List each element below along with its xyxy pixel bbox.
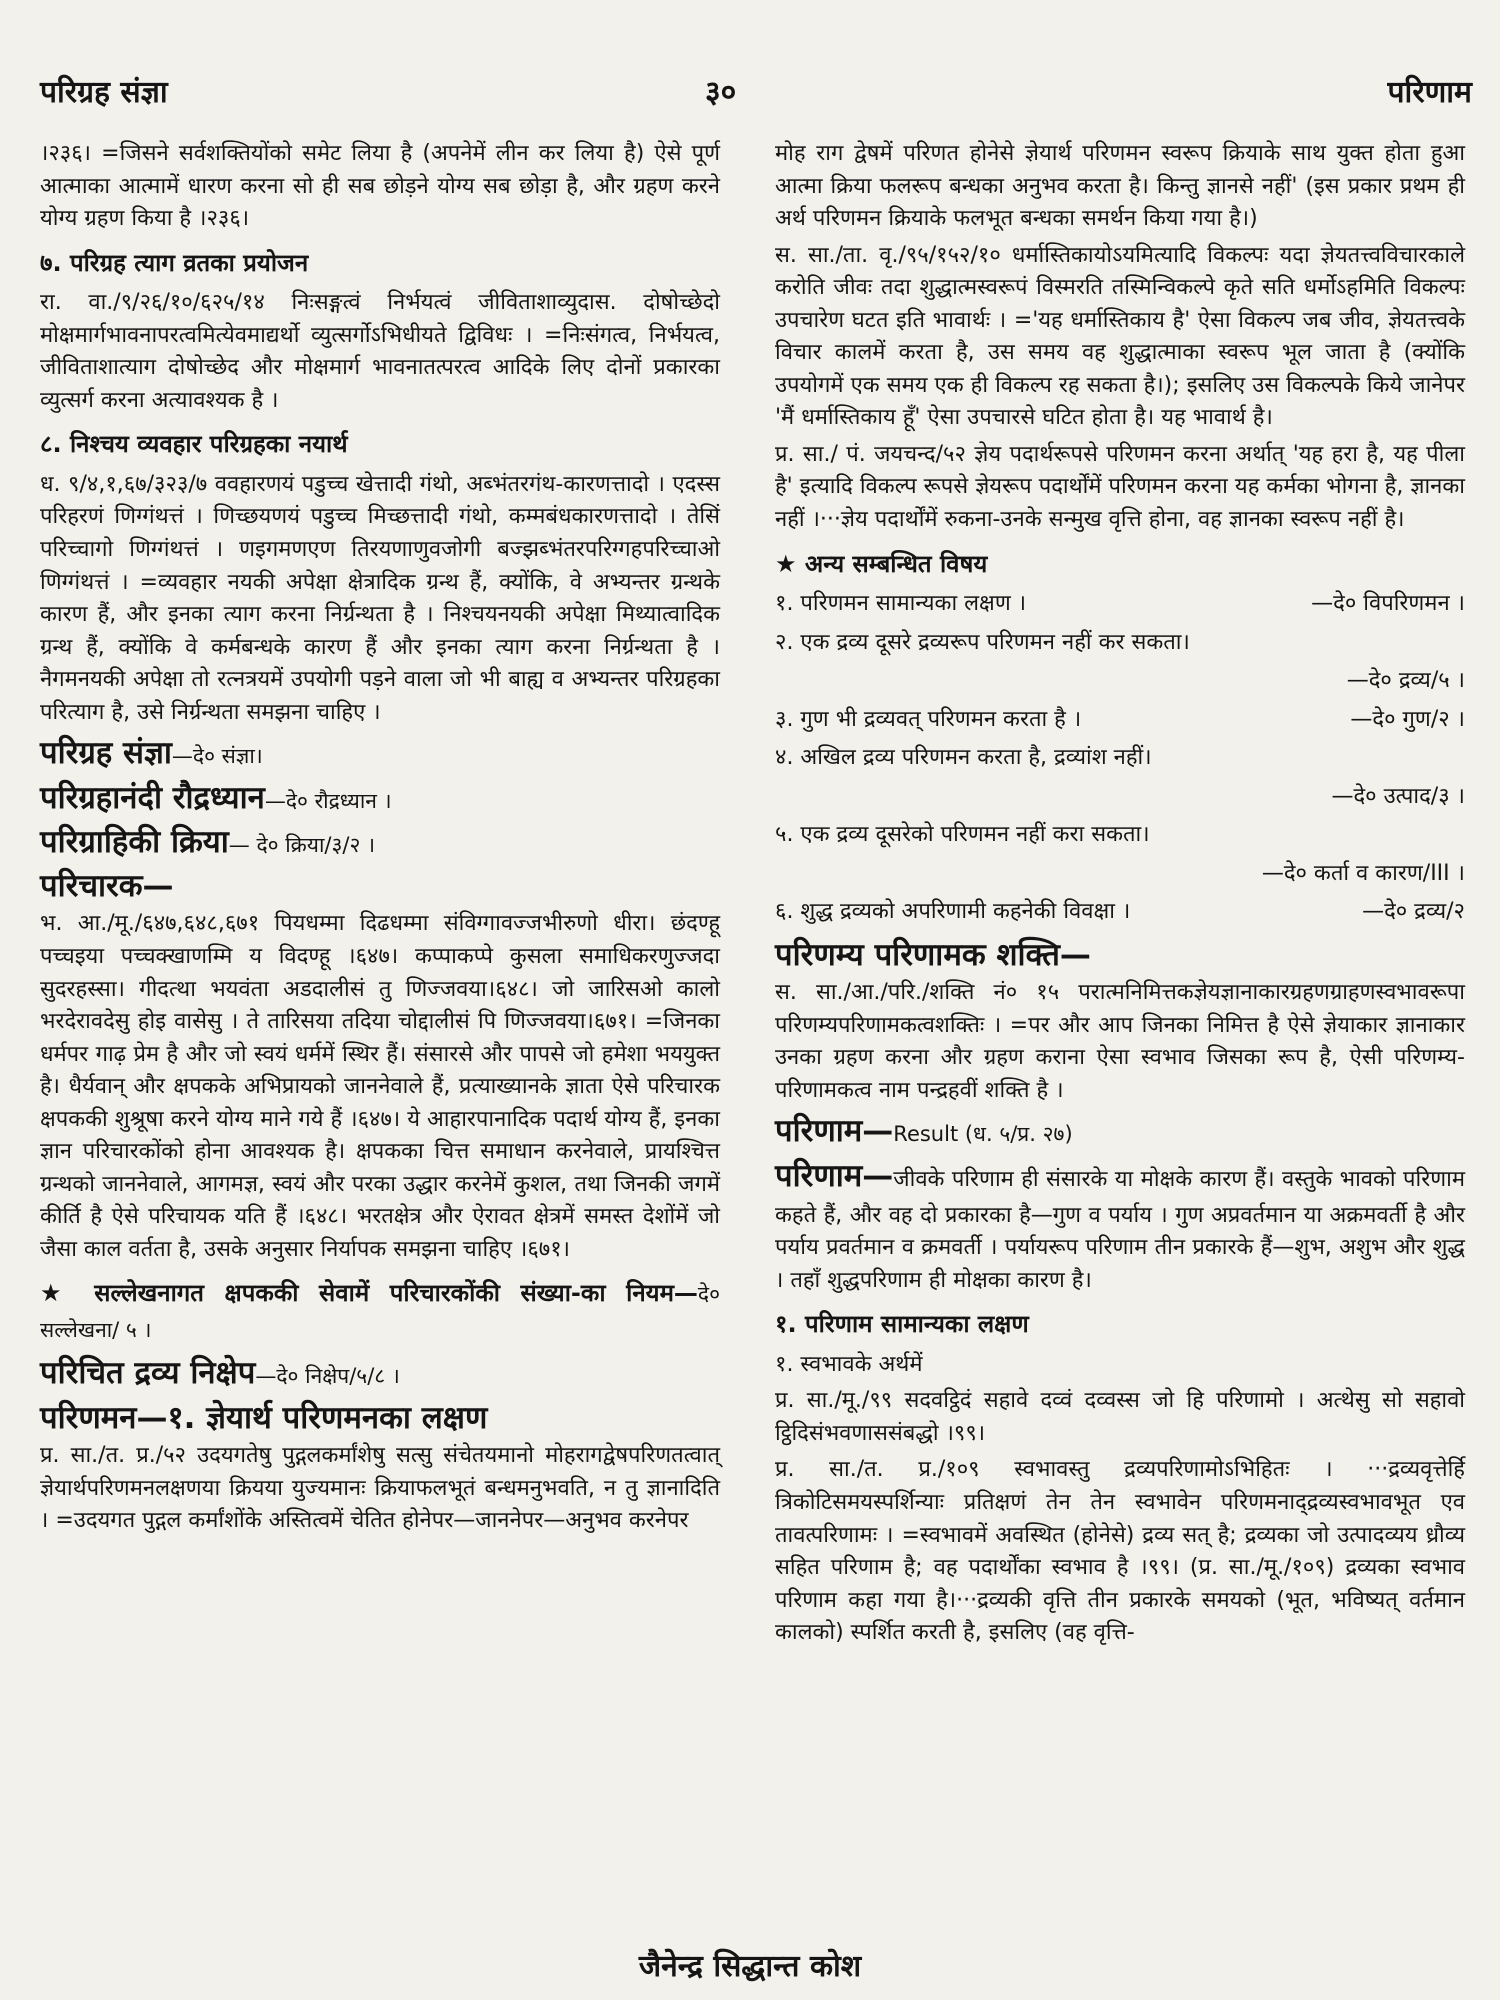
paragraph	[775, 1154, 1465, 1298]
cross-reference: Result (ध. ५/प्र. २७)	[893, 1122, 1073, 1147]
entry-heading	[40, 866, 720, 906]
entry-title: परिणम्य परिणामक शक्ति—	[775, 937, 1091, 973]
header-right-keyword: परिणाम	[1387, 75, 1472, 110]
entry-title: परिचारक—	[40, 868, 174, 905]
paragraph: ध. ९/४,१,६७/३२३/७ ववहारणयं पडुच्च खेत्तादी गंथो, अब्भंतरगंथ-कारणत्तादो । एदस्स परिहरणं णिग्गंथत्तं । णिच्छयणयं पडुच्च मिच्छत्तादी गंथो, कम्मबंधकारणत्तादो । तेसिं परिच्चागो णिग्गंथत्तं । णइगमणएण तिरयणाणुवजोगी बज्झब्भंतरपरिग्गहपरिच्चाओ णिग्गंथत्तं । =व्यवहार नयकी अपेक्षा क्षेत्रादिक ग्रन्थ हैं, क्योंकि, वे अभ्यन्तर ग्रन्थके कारण हैं, और इनका त्याग करना निर्ग्रन्थता है । निश्चयनयकी अपेक्षा मिथ्यात्वादिक ग्रन्थ हैं, क्योंकि वे कर्मबन्धके कारण हैं और इनका त्याग करना निर्ग्रन्थता है । नैगमनयकी अपेक्षा तो रत्नत्रयमें उपयोगी पड़ने वाला जो भी बाह्य व अभ्यन्तर परिग्रहका परित्याग है, उसे निर्ग्रन्थता समझना चाहिए ।	[40, 471, 720, 725]
list-item	[775, 896, 1465, 929]
entry-heading	[40, 778, 720, 818]
list-item-text: १. परिणमन सामान्यका लक्षण ।	[775, 591, 1027, 617]
paragraph: स. सा./आ./परि./शक्ति नं० १५ परात्मनिमित्तकज्ञेयज्ञानाकारग्रहणग्राहणस्वभावरूपा परिणम्यपरिणामकत्वशक्तिः । =पर और आप जिनका निमित्त है ऐसे ज्ञेयाकार ज्ञानाकार उनका ग्रहण करना और ग्रहण कराना ऐसा स्वभाव जिसका रूप है, ऐसी परिणम्य-परिणामकत्व नाम पन्द्रहवीं शक्ति है ।	[775, 980, 1465, 1103]
entry-title: परिचित द्रव्य निक्षेप	[40, 1355, 256, 1392]
list-item-text: ५. एक द्रव्य दूसरेको परिणमन नहीं करा सकता।	[775, 822, 1150, 848]
paragraph: स. सा./ता. वृ./९५/१५२/१० धर्मास्तिकायोऽयमित्यादि विकल्पः यदा ज्ञेयतत्त्वविचारकाले करोति जीवः तदा शुद्धात्मस्वरूपं विस्मरति तस्मिन्विकल्पे कृते सति धर्मोऽहमिति विकल्पः उपचारेण घटत इति भावार्थः । ='यह धर्मास्तिकाय है' ऐसा विकल्प जब जीव, ज्ञेयतत्त्वके विचार कालमें करता है, उस समय वह शुद्धात्माका स्वरूप भूल जाता है (क्योंकि उपयोगमें एक समय एक ही विकल्प रह सकता है।); इसलिए उस विकल्पके किये जानेपर 'मैं धर्मास्तिकाय हूँ' ऐसा उपचारसे घटित होता है। यह भावार्थ है।	[775, 242, 1465, 431]
entry-heading	[775, 935, 1465, 975]
entry-heading	[40, 733, 720, 773]
list-item	[775, 588, 1465, 621]
cross-reference: —दे० द्रव्य/५ ।	[1346, 668, 1465, 694]
right-column	[775, 138, 1465, 1654]
paragraph: प्र. सा./त. प्र./५२ उदयगतेषु पुद्गलकर्मांशेषु सत्सु संचेतयमानो मोहरागद्वेषपरिणतत्वात् ज्ञेयार्थपरिणमनलक्षणया क्रियया युज्यमानः क्रियाफलभूतं बन्धमनुभवति, न तु ज्ञानादिति । =उदयगत पुद्गल कर्मांशोंके अस्तित्वमें चेतित होनेपर—जाननेपर—अनुभव करनेपर	[40, 1443, 720, 1534]
page-number: ३०	[705, 75, 737, 110]
header-left-keyword: परिग्रह संज्ञा	[40, 75, 168, 110]
subheading: १. स्वभावके अर्थमें	[775, 1351, 923, 1377]
section-heading: १. परिणाम सामान्यका लक्षण	[775, 1310, 1029, 1339]
section-heading	[40, 1276, 720, 1347]
paragraph: मोह राग द्वेषमें परिणत होनेसे ज्ञेयार्थ परिणमन स्वरूप क्रियाके साथ युक्त होता हुआ आत्मा क्रिया फलरूप बन्धका अनुभव करता है। किन्तु ज्ञानसे नहीं' (इस प्रकार प्रथम ही अर्थ परिणमन क्रियाके फलभूत बन्धका समर्थन किया गया है।)	[775, 141, 1465, 232]
entry-title: परिणमन—१. ज्ञेयार्थ परिणमनका लक्षण	[40, 1399, 488, 1436]
cross-reference: —दे० रौद्रध्यान ।	[264, 788, 392, 813]
entry-heading	[40, 1353, 720, 1393]
list-item-text: ४. अखिल द्रव्य परिणमन करता है, द्रव्यांश नहीं।	[775, 745, 1152, 771]
paragraph: प्र. सा./मू./९९ सदवट्ठिदं सहावे दव्वं दव्वस्स जो हि परिणामो । अत्थेसु सो सहावो ट्ठिदिसंभवणाससंबद्धो ।९९।	[775, 1388, 1465, 1446]
entry-title: परिणाम—	[775, 1157, 894, 1194]
section-title: ★ सल्लेखनागत क्षपककी सेवामें परिचारकोंकी संख्या-का नियम—	[40, 1279, 698, 1308]
footer-title: जैनेन्द्र सिद्धान्त कोश	[638, 1949, 862, 1984]
section-heading: ★ अन्य सम्बन्धित विषय	[775, 549, 988, 578]
list-item	[775, 627, 1465, 660]
paragraph: ।२३६। =जिसने सर्वशक्तियोंको समेट लिया है (अपनेमें लीन कर लिया है) ऐसे पूर्ण आत्माका आत्मामें धारण करना सो ही सब छोड़ने योग्य सब छोड़ा है, और ग्रहण करने योग्य ग्रहण किया है ।२३६।	[40, 141, 720, 232]
entry-title: परिग्रह संज्ञा	[40, 735, 172, 772]
cross-reference: —दे० द्रव्य/२	[1362, 899, 1465, 925]
entry-heading	[775, 1111, 1465, 1151]
cross-reference: —दे० विपरिणमन ।	[1311, 591, 1465, 617]
list-item	[775, 819, 1465, 852]
list-item-text: ६. शुद्ध द्रव्यको अपरिणामी कहनेकी विवक्षा ।	[775, 899, 1131, 925]
paragraph: प्र. सा./त. प्र./१०९ स्वभावस्तु द्रव्यपरिणामोऽभिहितः । ···द्रव्यवृत्तेर्हि त्रिकोटिसमयस्पर्शिन्याः प्रतिक्षणं तेन तेन स्वभावेन परिणमनाद्द्रव्यस्वभावभूत एव तावत्परिणामः । =स्वभावमें अवस्थित (होनेसे) द्रव्य सत् है; द्रव्यका जो उत्पादव्यय ध्रौव्य सहित परिणाम है; वह पदार्थोंका स्वभाव है ।९९। (प्र. सा./मू./१०९) द्रव्यका स्वभाव परिणाम कहा गया है।···द्रव्यकी वृत्ति तीन प्रकारके समयको (भूत, भविष्यत् वर्तमान कालको) स्पर्शित करती है, इसलिए (वह वृत्ति-	[775, 1457, 1465, 1646]
list-item-text: ३. गुण भी द्रव्यवत् परिणमन करता है ।	[775, 706, 1082, 732]
cross-reference: —दे० संज्ञा।	[171, 744, 263, 769]
paragraph: रा. वा./९/२६/१०/६२५/१४ निःसङ्गत्वं निर्भयत्वं जीविताशाव्युदास. दोषोच्छेदो मोक्षमार्गभावनापरत्वमित्येवमाद्यर्थो व्युत्सर्गोऽभिधीयते द्विविधः । =निःसंगत्व, निर्भयत्व, जीविताशात्याग दोषोच्छेद और मोक्षमार्ग भावनातत्परत्व आदिके लिए दोनों प्रकारका व्युत्सर्ग करना अत्यावश्यक है ।	[40, 290, 720, 413]
cross-reference: —दे० उत्पाद/३ ।	[1331, 783, 1465, 809]
section-heading: ७. परिग्रह त्याग व्रतका प्रयोजन	[40, 248, 309, 277]
list-item	[775, 704, 1465, 737]
cross-reference: —दे० कर्ता व कारण/III ।	[1261, 860, 1465, 886]
list-item	[775, 742, 1465, 775]
section-heading: ८. निश्चय व्यवहार परिग्रहका नयार्थ	[40, 430, 348, 459]
cross-reference: —दे० गुण/२ ।	[1350, 706, 1465, 732]
paragraph: प्र. सा./ पं. जयचन्द/५२ ज्ञेय पदार्थरूपसे परिणमन करना अर्थात् 'यह हरा है, यह पीला है' इत्यादि विकल्प रूपसे ज्ञेयरूप पदार्थोंमें परिणमन करना यह कर्मका भोगना है, ज्ञानका नहीं ।···ज्ञेय पदार्थोंमें रुकना-उनके सन्मुख वृत्ति होना, वह ज्ञानका स्वरूप नहीं है।	[775, 441, 1465, 533]
cross-reference: —दे० निक्षेप/५/८ ।	[255, 1364, 400, 1389]
entry-heading	[40, 822, 720, 862]
list-item-text: २. एक द्रव्य दूसरे द्रव्यरूप परिणमन नहीं कर सकता।	[775, 629, 1190, 655]
entry-heading	[40, 1398, 720, 1438]
left-column	[40, 138, 720, 1542]
entry-title: परिग्राहिकी क्रिया	[40, 823, 229, 860]
entry-title: परिणाम—	[775, 1113, 894, 1150]
cross-reference: — दे० क्रिया/३/२ ।	[228, 832, 376, 857]
paragraph: भ. आ./मू./६४७,६४८,६७१ पियधम्मा दिढधम्मा संविग्गावज्जभीरुणो धीरा। छंदण्हू पच्चइया पच्चक्खाणम्मि य विदण्हू ।६४७। कप्पाकप्पे कुसला समाधिकरणुज्जदा सुदरहस्सा। गीदत्था भयवंता अडदालीसं तु णिज्जवया।६४८। जो जारिसओ कालो भरदेरावदेसु होइ वासेसु । ते तारिसया तदिया चोद्दालीसं पि णिज्जवया।६७१। =जिनका धर्मपर गाढ़ प्रेम है और जो स्वयं धर्ममें स्थिर हैं। संसारसे और पापसे जो हमेशा भययुक्त है। धैर्यवान् और क्षपकके अभिप्रायको जाननेवाले हैं, प्रत्याख्यानके ज्ञाता ऐसे परिचारक क्षपककी शुश्रूषा करने योग्य माने गये हैं ।६४७। ये आहारपानादिक पदार्थ योग्य हैं, इनका ज्ञान परिचारकोंको होना आवश्यक है। क्षपकका चित्त समाधान करनेवाले, प्रायश्चित्त ग्रन्थको जाननेवाले, आगमज्ञ, स्वयं और परका उद्धार करनेमें कुशल, तथा जिनकी जगमें कीर्ति है ऐसे परिचायक यति हैं ।६४८। भरतक्षेत्र और ऐरावत क्षेत्रमें समस्त देशोंमें जो जैसा काल वर्तता है, उसके अनुसार निर्यापक समझना चाहिए ।६७१।	[40, 911, 720, 1262]
cross-reference: दे० सल्लेखना/ ५ ।	[40, 1282, 720, 1342]
entry-title: परिग्रहानंदी रौद्रध्यान	[40, 779, 265, 816]
entry-text: जीवके परिणाम ही संसारके या मोक्षके कारण हैं। वस्तुके भावको परिणाम कहते हैं, और वह दो प्रकारका है—गुण व पर्याय । गुण अप्रवर्तमान या अक्रमवर्ती है और पर्याय प्रवर्तमान व क्रमवर्ती । पर्यायरूप परिणाम तीन प्रकारके हैं—शुभ, अशुभ और शुद्ध । तहाँ शुद्धपरिणाम ही मोक्षका कारण है।	[775, 1166, 1465, 1293]
